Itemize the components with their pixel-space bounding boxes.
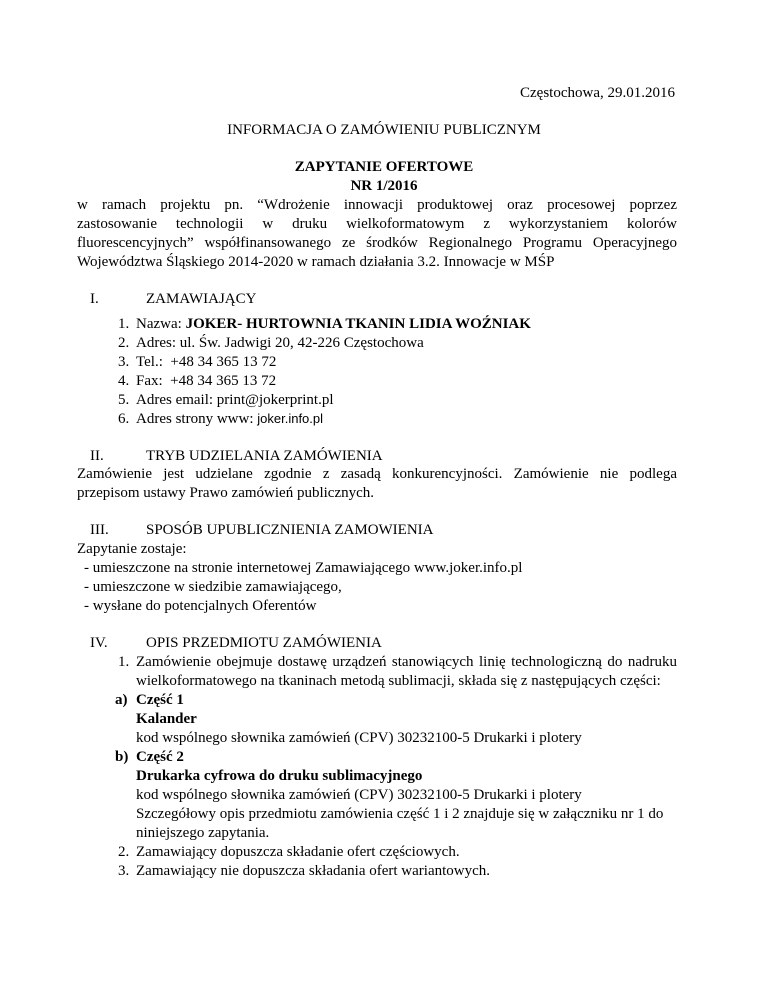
part-b-detail: niniejszego zapytania. <box>136 825 270 841</box>
part-a-cpv: kod wspólnego słownika zamówień (CPV) 30232100-5 Drukarki i plotery <box>136 730 582 746</box>
part-a-letter: a) <box>115 692 128 708</box>
intro-line: zastosowanie technologii w druku wielkoformatowym z wykorzystaniem kolorów <box>77 216 677 232</box>
section-3-title: SPOSÓB UPUBLICZNIENIA ZAMOWIENIA <box>146 522 434 538</box>
place-date: Częstochowa, 29.01.2016 <box>520 85 675 101</box>
intro-line: w ramach projektu pn. “Wdrożenie innowacji produktowej oraz procesowej poprzez <box>77 197 677 213</box>
section-1-numeral: I. <box>90 291 99 307</box>
section-3-numeral: III. <box>90 522 109 538</box>
website-link[interactable]: joker.info.pl <box>257 411 324 426</box>
list-item: - wysłane do potencjalnych Oferentów <box>84 598 317 614</box>
company-name: JOKER- HURTOWNIA TKANIN LIDIA WOŹNIAK <box>185 316 531 332</box>
section-2-title: TRYB UDZIELANIA ZAMÓWIENIA <box>146 448 383 464</box>
section-4-item-2: Zamawiający dopuszcza składanie ofert częściowych. <box>136 844 460 860</box>
section-2-line: Zamówienie jest udzielane zgodnie z zasadą konkurencyjności. Zamówienie nie podlega <box>77 466 677 482</box>
list-item: - umieszczone na stronie internetowej Zamawiającego www.joker.info.pl <box>84 560 523 576</box>
section-4-numeral: IV. <box>90 635 108 651</box>
contact-fax: Fax: +48 34 365 13 72 <box>136 373 277 389</box>
section-4-item-1-line: Zamówienie obejmuje dostawę urządzeń stanowiących linię technologiczną do nadruku <box>136 654 677 670</box>
list-number: 1. <box>118 316 130 332</box>
part-b-letter: b) <box>115 749 129 765</box>
section-2-numeral: II. <box>90 448 104 464</box>
list-number: 4. <box>118 373 130 389</box>
intro-line: Województwa Śląskiego 2014-2020 w ramach działania 3.2. Innowacje w MŚP <box>77 254 555 270</box>
list-item: - umieszczone w siedzibie zamawiającego, <box>84 579 342 595</box>
document-title: INFORMACJA O ZAMÓWIENIU PUBLICZNYM <box>227 122 541 138</box>
section-4-title: OPIS PRZEDMIOTU ZAMÓWIENIA <box>146 635 382 651</box>
inquiry-number: NR 1/2016 <box>350 178 418 194</box>
website-label: Adres strony www: <box>136 411 258 427</box>
part-b-detail: Szczegółowy opis przedmiotu zamówienia część 1 i 2 znajduje się w załączniku nr 1 do <box>136 806 664 822</box>
section-1-title: ZAMAWIAJĄCY <box>146 291 257 307</box>
inquiry-title: ZAPYTANIE OFERTOWE <box>294 159 474 175</box>
list-number: 3. <box>118 354 130 370</box>
contact-name <box>136 316 531 333</box>
contact-phone: Tel.: +48 34 365 13 72 <box>136 354 277 370</box>
section-4-item-1-line: wielkoformatowego na tkaninach metodą sublimacji, składa się z następujących części: <box>136 673 661 689</box>
part-a-title: Część 1 <box>136 692 184 708</box>
list-number: 5. <box>118 392 130 408</box>
contact-website <box>136 411 323 428</box>
list-number: 2. <box>118 844 130 860</box>
contact-label: Nazwa: <box>136 316 186 332</box>
list-number: 6. <box>118 411 130 427</box>
list-number: 1. <box>118 654 130 670</box>
section-4-item-3: Zamawiający nie dopuszcza składania ofert wariantowych. <box>136 863 491 879</box>
section-3-intro: Zapytanie zostaje: <box>77 541 187 557</box>
contact-address: Adres: ul. Św. Jadwigi 20, 42-226 Częstochowa <box>136 335 424 351</box>
part-a-name: Kalander <box>136 711 197 727</box>
list-number: 3. <box>118 863 130 879</box>
contact-email: Adres email: print@jokerprint.pl <box>136 392 334 408</box>
part-b-title: Część 2 <box>136 749 184 765</box>
part-b-cpv: kod wspólnego słownika zamówień (CPV) 30232100-5 Drukarki i plotery <box>136 787 582 803</box>
intro-line: fluorescencyjnych” współfinansowanego ze środków Regionalnego Programu Operacyjnego <box>77 235 677 251</box>
list-number: 2. <box>118 335 130 351</box>
section-2-line: przepisom ustawy Prawo zamówień publicznych. <box>77 485 375 501</box>
part-b-name: Drukarka cyfrowa do druku sublimacyjnego <box>136 768 423 784</box>
